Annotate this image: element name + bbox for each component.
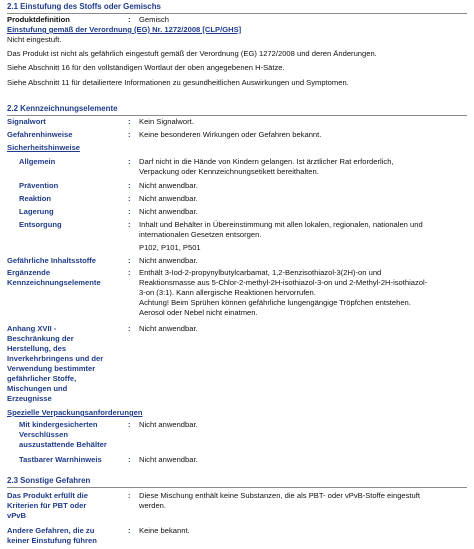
signalwort-value: Kein Signalwort.: [139, 117, 194, 126]
kindersicher-label-line-2: Verschlüssen: [19, 430, 68, 439]
colon: :: [128, 117, 131, 126]
tastbarer-warnhinweis-value: Nicht anwendbar.: [139, 455, 198, 464]
ergaenzende-value-line-5: Aerosol oder Nebel nicht einatmen.: [139, 308, 258, 317]
pbt-label-line-2: Kriterien für PBT oder: [7, 501, 87, 510]
section-16-reference: Siehe Abschnitt 16 für den vollständigen Wortlaut der oben angegebenen H-Sätze.: [7, 63, 285, 72]
colon: :: [128, 526, 131, 535]
colon: :: [128, 194, 131, 203]
reaktion-value: Nicht anwendbar.: [139, 194, 198, 203]
colon: :: [128, 420, 131, 429]
produktdefinition-value: Gemisch: [139, 15, 169, 24]
anhang-label-line-7: Mischungen und: [7, 384, 68, 393]
anhang-label-line-4: Inverkehrbringens und der: [7, 354, 104, 363]
allgemein-value-line-2: Verpackung oder Kennzeichnungsetikett bereithalten.: [139, 167, 319, 176]
pbt-value-line-1: Diese Mischung enthält keine Substanzen, die als PBT- oder vPvB-Stoffe eingestuft: [139, 491, 420, 500]
ergaenzende-value-line-1: Enthält 3-Iod-2-propynylbutylcarbamat, 1,2-Benzisothiazol-3(2H)-on und: [139, 268, 382, 277]
kindersicher-label-line-1: Mit kindergesicherten: [19, 420, 98, 429]
gefahrenhinweise-value: Keine besonderen Wirkungen oder Gefahren bekannt.: [139, 130, 322, 139]
andere-gefahren-value: Keine bekannt.: [139, 526, 190, 535]
colon: :: [128, 256, 131, 265]
section-divider: [7, 115, 467, 116]
praevention-value: Nicht anwendbar.: [139, 181, 198, 190]
section-2-2-title: 2.2 Kennzeichnungselemente: [7, 104, 118, 113]
pbt-label-line-1: Das Produkt erfüllt die: [7, 491, 89, 500]
reaktion-label: Reaktion: [19, 194, 52, 203]
colon: :: [128, 157, 131, 166]
anhang-label-line-8: Erzeugnisse: [7, 394, 52, 403]
gefahrenhinweise-label: Gefahrenhinweise: [7, 130, 73, 139]
section-divider: [7, 13, 467, 14]
ergaenzende-value-line-2: Reaktionsmasse aus 5-Chlor-2-methyl-2H-isothiazol-3-on und 2-Methyl-2H-isothiazol-: [139, 278, 428, 287]
einstufung-heading: Einstufung gemäß der Verordnung (EG) Nr. 1272/2008 [CLP/GHS]: [7, 25, 242, 34]
colon: :: [128, 268, 131, 277]
anhang-label-line-6: gefährlicher Stoffe,: [7, 374, 77, 383]
anhang-label-line-1: Anhang XVII -: [7, 324, 57, 333]
colon: :: [128, 491, 131, 500]
allgemein-value-line-1: Darf nicht in die Hände von Kindern gelangen. Ist ärztlicher Rat erforderlich,: [139, 157, 394, 166]
section-2-3-title: 2.3 Sonstige Gefahren: [7, 476, 91, 485]
spezielle-verpackung-heading: Spezielle Verpackungsanforderungen: [7, 408, 143, 417]
lagerung-value: Nicht anwendbar.: [139, 207, 198, 216]
p-codes: P102, P101, P501: [139, 243, 201, 252]
colon: :: [128, 130, 131, 139]
colon: :: [128, 207, 131, 216]
anhang-label-line-3: Herstellung, des: [7, 344, 67, 353]
allgemein-label: Allgemein: [19, 157, 56, 166]
classification-note: Das Produkt ist nicht als gefährlich eingestuft gemäß der Verordnung (EG) 1272/2008 und deren Änderungen.: [7, 49, 377, 58]
inhaltsstoffe-label: Gefährliche Inhaltsstoffe: [7, 256, 97, 265]
ergaenzende-label-line-2: Kennzeichnungselemente: [7, 278, 101, 287]
praevention-label: Prävention: [19, 181, 59, 190]
section-11-reference: Siehe Abschnitt 11 für detailiertere Informationen zu gesundheitlichen Auswirkungen und Symptomen.: [7, 78, 349, 87]
pbt-value-line-2: werden.: [139, 501, 167, 510]
section-divider: [7, 487, 467, 488]
section-2-1-title: 2.1 Einstufung des Stoffs oder Gemischs: [7, 2, 161, 11]
pbt-label-line-3: vPvB: [7, 511, 26, 520]
tastbarer-warnhinweis-label: Tastbarer Warnhinweis: [19, 455, 102, 464]
andere-gefahren-label-line-1: Andere Gefahren, die zu: [7, 526, 95, 535]
entsorgung-value-line-1: Inhalt und Behälter in Übereinstimmung mit allen lokalen, regionalen, nationalen und: [139, 220, 423, 229]
colon: :: [128, 15, 131, 24]
kindersicher-value: Nicht anwendbar.: [139, 420, 198, 429]
anhang-label-line-5: Verwendung bestimmter: [7, 364, 96, 373]
ergaenzende-value-line-3: 3-on (3:1). Kann allergische Reaktionen hervorrufen.: [139, 288, 316, 297]
colon: :: [128, 324, 131, 333]
anhang-value: Nicht anwendbar.: [139, 324, 198, 333]
nicht-eingestuft-text: Nicht eingestuft.: [7, 35, 62, 44]
sicherheitshinweise-heading: Sicherheitshinweise: [7, 143, 81, 152]
colon: :: [128, 181, 131, 190]
kindersicher-label-line-3: auszustattende Behälter: [19, 440, 107, 449]
ergaenzende-value-line-4: Achtung! Beim Sprühen können gefährliche lungengängige Tröpfchen entstehen.: [139, 298, 411, 307]
signalwort-label: Signalwort: [7, 117, 46, 126]
andere-gefahren-label-line-2: keiner Einstufung führen: [7, 536, 97, 545]
produktdefinition-label: Produktdefinition: [7, 15, 70, 24]
anhang-label-line-2: Beschränkung der: [7, 334, 74, 343]
colon: :: [128, 455, 131, 464]
entsorgung-label: Entsorgung: [19, 220, 62, 229]
colon: :: [128, 220, 131, 229]
entsorgung-value-line-2: internationalen Gesetzen entsorgen.: [139, 230, 262, 239]
ergaenzende-label-line-1: Ergänzende: [7, 268, 51, 277]
inhaltsstoffe-value: Nicht anwendbar.: [139, 256, 198, 265]
lagerung-label: Lagerung: [19, 207, 54, 216]
